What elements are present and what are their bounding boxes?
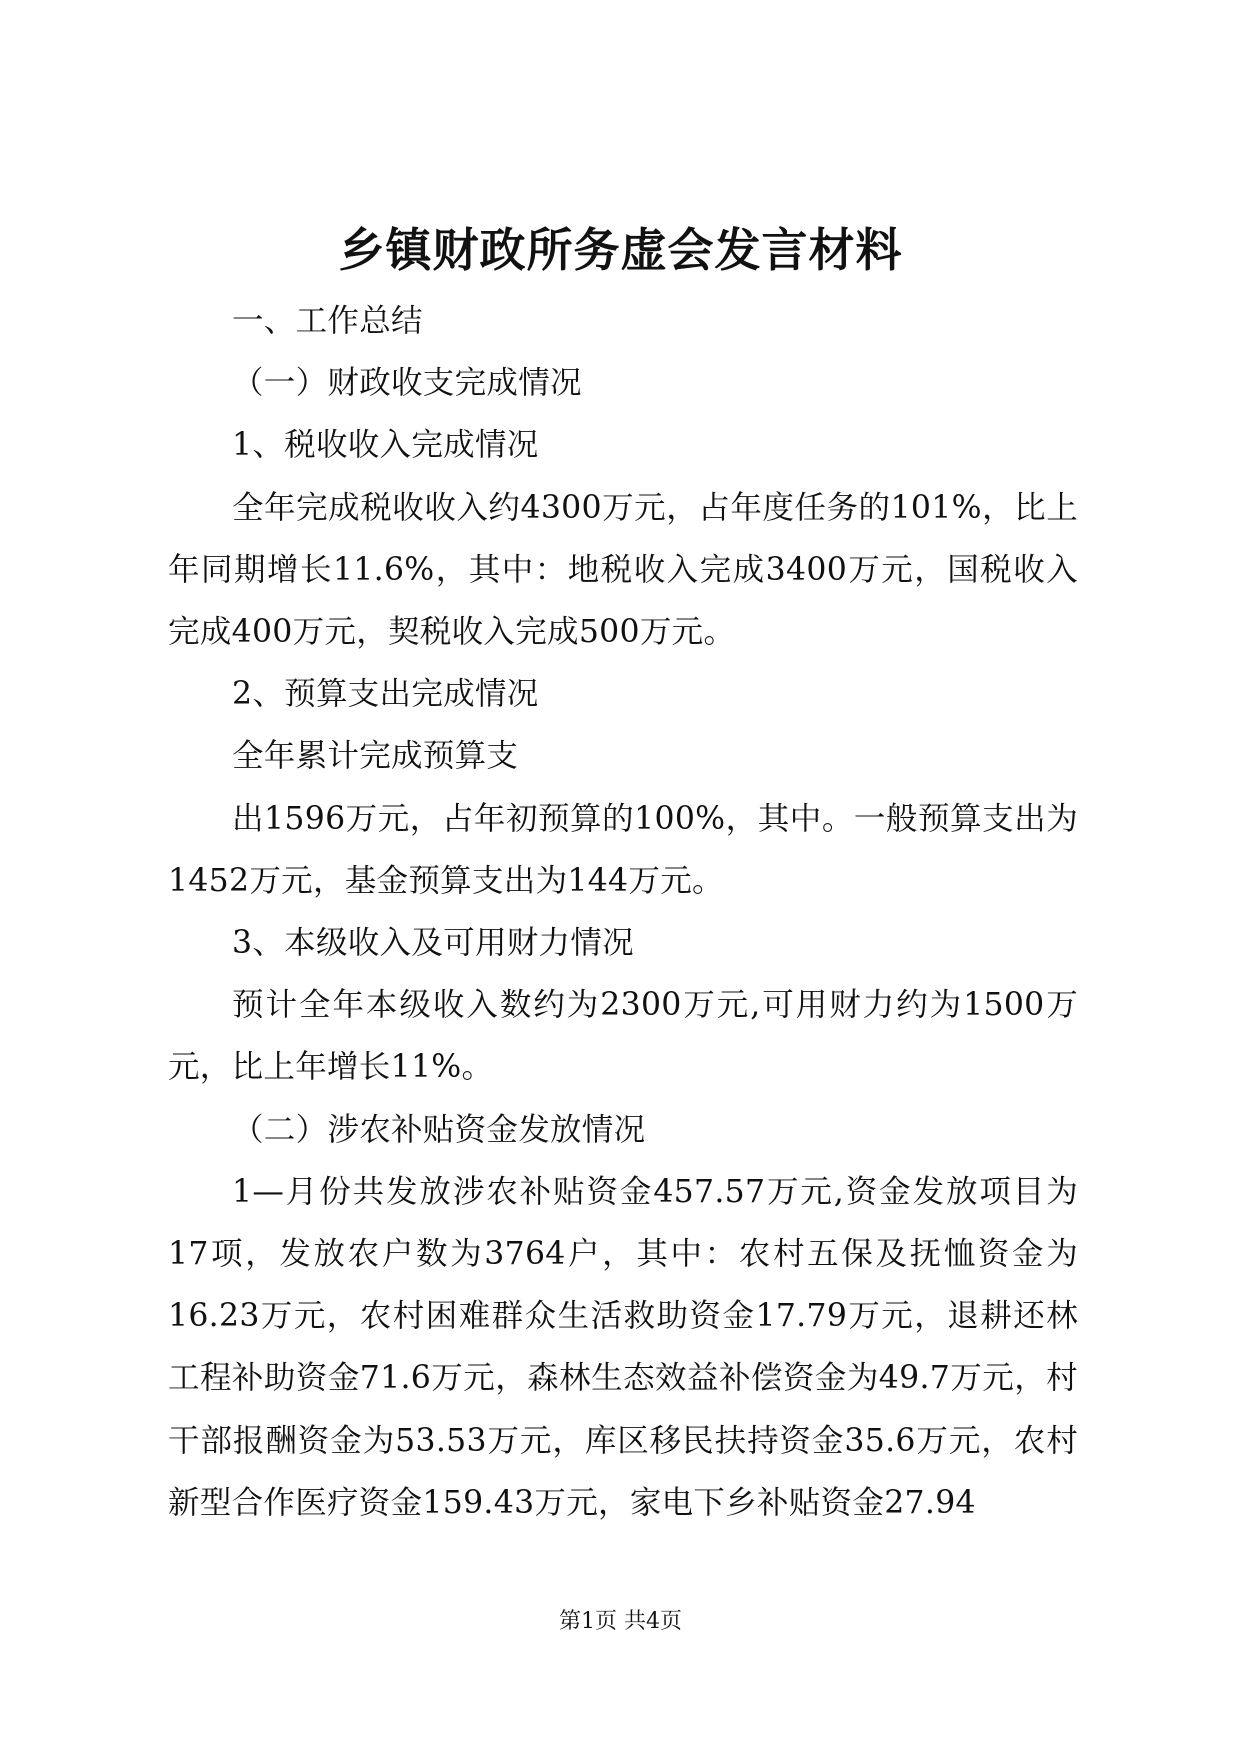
paragraph-budget-expenditure-start: 全年累计完成预算支 <box>232 738 519 775</box>
item-heading-local-revenue: 3、本级收入及可用财力情况 <box>232 925 634 962</box>
page-footer: 第1页 共4页 <box>559 1609 682 1634</box>
paragraph-budget-expenditure: 出1596万元，占年初预算的100%，其中。一般预算支出为1452万元，基金预算支出为144万元。 <box>168 800 1078 899</box>
item-heading-budget-expenditure: 2、预算支出完成情况 <box>232 676 539 713</box>
paragraph-local-revenue: 预计全年本级收入数约为2300万元,可用财力约为1500万元，比上年增长11%。 <box>168 987 1078 1086</box>
document-title: 乡镇财政所务虚会发言材料 <box>338 223 903 277</box>
paragraph-tax-revenue: 全年完成税收收入约4300万元，占年度任务的101%，比上年同期增长11.6%，其中：地税收入完成3400万元，国税收入完成400万元，契税收入完成500万元。 <box>168 489 1078 651</box>
document-body <box>168 290 1078 1534</box>
subsection-heading-subsidies: （二）涉农补贴资金发放情况 <box>232 1111 646 1148</box>
item-heading-tax-revenue: 1、税收收入完成情况 <box>232 427 539 464</box>
subsection-heading-fiscal: （一）财政收支完成情况 <box>232 365 582 402</box>
section-heading-work-summary: 一、工作总结 <box>232 303 423 339</box>
paragraph-subsidies: 1—月份共发放涉农补贴资金457.57万元,资金发放项目为17项，发放农户数为3764户，其中：农村五保及抚恤资金为16.23万元，农村困难群众生活救助资金17.79万元，退耕还林工程补助资金71.6万元，森林生态效益补偿资金为49.7万元，村干部报酬资金为53.53万元，库区移民扶持资金35.6万元，农村新型合作医疗资金159.43万元，家电下乡补贴资金27.94 <box>168 1173 1078 1521</box>
